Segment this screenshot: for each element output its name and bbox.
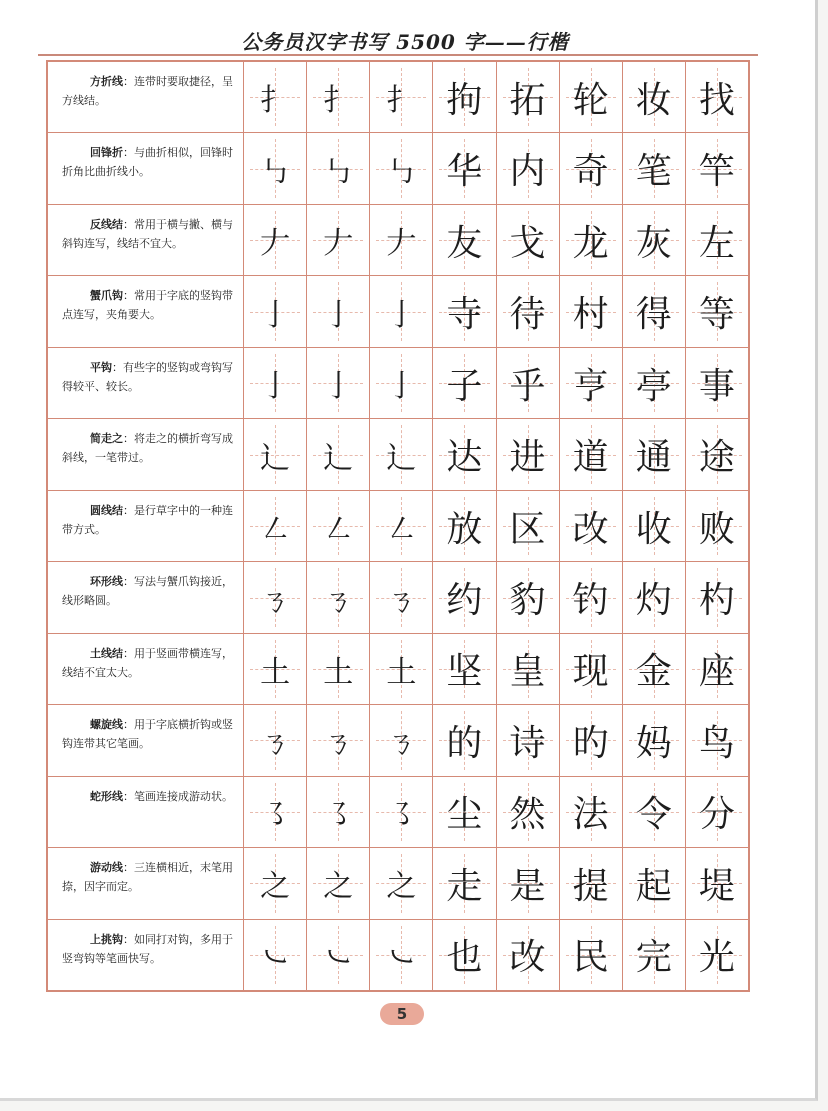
example-character: 光 [698, 937, 735, 979]
stroke-sample-cell [370, 920, 433, 990]
example-character: 亨 [572, 365, 609, 407]
character-cell [623, 562, 686, 632]
stroke-sample-cell [370, 634, 433, 704]
stroke-sample: ㇃ [260, 940, 291, 976]
example-character: 亭 [635, 365, 672, 407]
stroke-sample: 土 [260, 654, 291, 690]
character-cell [686, 705, 748, 775]
stroke-sample-cell [244, 276, 307, 346]
page-number-badge: 5 [380, 1003, 424, 1025]
stroke-sample: ㇌ [323, 797, 354, 833]
stroke-sample: ㇌ [260, 797, 291, 833]
stroke-sample-cell [307, 62, 370, 132]
character-cell [686, 848, 748, 918]
example-character: 旳 [572, 722, 609, 764]
example-character: 区 [509, 508, 546, 550]
stroke-sample: 土 [323, 654, 354, 690]
stroke-sample-cell [244, 705, 307, 775]
stroke-sample: ㇉ [260, 154, 291, 190]
character-cell [623, 634, 686, 704]
practice-row [48, 491, 748, 562]
character-cell [560, 920, 623, 990]
stroke-sample: ㇉ [323, 154, 354, 190]
character-cell [433, 205, 496, 275]
stroke-sample-cell [307, 777, 370, 847]
stroke-sample: 之 [386, 869, 417, 905]
stroke-sample: 亅 [323, 369, 354, 405]
character-cell [497, 419, 560, 489]
character-cell [433, 348, 496, 418]
stroke-name: 方折线 [90, 75, 123, 88]
example-character: 提 [572, 865, 609, 907]
stroke-explanation: ：用于竖画带横连写，线结不宜太大。 [62, 646, 233, 679]
character-cell [686, 205, 748, 275]
example-character: 诗 [509, 722, 546, 764]
example-character: 进 [509, 437, 546, 479]
example-character: 分 [698, 794, 735, 836]
character-cell [560, 562, 623, 632]
character-cell [623, 133, 686, 203]
stroke-name: 土线结 [90, 646, 123, 660]
character-cell [560, 419, 623, 489]
stroke-sample: ㄋ [323, 583, 354, 619]
practice-row [48, 419, 748, 490]
stroke-sample-cell [244, 419, 307, 489]
page-header: 公务员汉字书写 5500 字——行楷 [241, 30, 569, 54]
practice-row [48, 348, 748, 419]
character-cell [560, 62, 623, 132]
character-cell [497, 920, 560, 990]
stroke-sample-cell [370, 276, 433, 346]
example-character: 灰 [635, 222, 672, 264]
character-cell [497, 276, 560, 346]
character-cell [686, 133, 748, 203]
example-character: 金 [635, 651, 672, 693]
example-character: 得 [635, 294, 672, 336]
stroke-description [48, 705, 244, 775]
example-character: 法 [572, 794, 609, 836]
example-character: 竿 [698, 151, 735, 193]
example-character: 左 [698, 222, 735, 264]
stroke-sample-cell [244, 133, 307, 203]
example-character: 奇 [572, 151, 609, 193]
example-character: 灼 [635, 580, 672, 622]
example-character: 笔 [635, 151, 672, 193]
stroke-sample-cell [244, 777, 307, 847]
stroke-explanation: ：笔画连接成游动状。 [123, 789, 233, 803]
character-cell [623, 276, 686, 346]
character-cell [560, 205, 623, 275]
stroke-description [48, 848, 244, 918]
character-cell [686, 920, 748, 990]
stroke-sample: ㄋ [260, 583, 291, 619]
example-character: 改 [572, 508, 609, 550]
character-cell [560, 491, 623, 561]
stroke-sample-cell [370, 133, 433, 203]
example-character: 败 [698, 508, 735, 550]
character-cell [497, 634, 560, 704]
stroke-explanation: ：写法与蟹爪钩接近，线形略圆。 [62, 575, 233, 608]
stroke-sample-cell [244, 205, 307, 275]
example-character: 达 [446, 437, 483, 479]
example-character: 改 [509, 937, 546, 979]
example-character: 等 [698, 294, 735, 336]
character-cell [433, 276, 496, 346]
stroke-sample-cell [370, 62, 433, 132]
example-character: 杓 [698, 580, 735, 622]
stroke-explanation: ：有些字的竖钩或弯钩写得较平、较长。 [62, 360, 233, 393]
example-character: 豹 [509, 580, 546, 622]
example-character: 妆 [635, 79, 672, 121]
stroke-description [48, 419, 244, 489]
stroke-sample-cell [370, 419, 433, 489]
stroke-sample-cell [307, 205, 370, 275]
stroke-sample-cell [370, 705, 433, 775]
stroke-explanation: ：常用于字底的竖钩带点连写，夹角要大。 [62, 289, 233, 322]
stroke-sample: ㇃ [323, 940, 354, 976]
stroke-sample: 亅 [386, 297, 417, 333]
practice-row [48, 133, 748, 204]
character-cell [686, 276, 748, 346]
character-cell [686, 419, 748, 489]
character-cell [560, 276, 623, 346]
character-cell [433, 777, 496, 847]
character-cell [433, 62, 496, 132]
stroke-sample: ㄋ [386, 726, 417, 762]
stroke-description [48, 276, 244, 346]
character-cell [623, 705, 686, 775]
stroke-sample-cell [307, 276, 370, 346]
character-cell [497, 562, 560, 632]
example-character: 堤 [698, 865, 735, 907]
practice-row [48, 276, 748, 347]
example-character: 道 [572, 437, 609, 479]
example-character: 是 [509, 865, 546, 907]
stroke-sample-cell [307, 848, 370, 918]
character-cell [497, 848, 560, 918]
stroke-sample: 扌 [386, 83, 417, 119]
stroke-description [48, 634, 244, 704]
stroke-sample: 土 [386, 654, 417, 690]
stroke-sample: 扌 [323, 83, 354, 119]
character-cell [497, 491, 560, 561]
practice-row [48, 634, 748, 705]
character-cell [497, 348, 560, 418]
example-character: 民 [572, 937, 609, 979]
stroke-name: 蟹爪钩 [90, 289, 123, 303]
stroke-sample-cell [370, 777, 433, 847]
example-character: 座 [698, 651, 735, 693]
stroke-sample-cell [244, 491, 307, 561]
character-cell [433, 848, 496, 918]
example-character: 走 [446, 865, 483, 907]
example-character: 乎 [509, 365, 546, 407]
character-cell [433, 419, 496, 489]
stroke-explanation: ：将走之的横折弯写成斜线，一笔带过。 [62, 432, 233, 465]
stroke-sample: 辶 [386, 440, 417, 476]
stroke-explanation: ：连带时要取捷径，呈方线结。 [62, 75, 233, 107]
stroke-description [48, 133, 244, 203]
example-character: 子 [446, 365, 483, 407]
character-cell [433, 562, 496, 632]
stroke-sample: ㄋ [323, 726, 354, 762]
stroke-sample-cell [370, 491, 433, 561]
example-character: 皇 [509, 651, 546, 693]
character-cell [433, 491, 496, 561]
stroke-sample-cell [370, 348, 433, 418]
character-cell [686, 634, 748, 704]
character-cell [433, 634, 496, 704]
example-character: 完 [635, 937, 672, 979]
character-cell [497, 777, 560, 847]
practice-grid [46, 60, 750, 992]
stroke-sample-cell [244, 920, 307, 990]
character-cell [433, 920, 496, 990]
stroke-name: 螺旋线 [90, 718, 123, 732]
character-cell [686, 491, 748, 561]
stroke-sample-cell [307, 634, 370, 704]
example-character: 也 [446, 937, 483, 979]
practice-row [48, 848, 748, 919]
stroke-sample-cell [244, 634, 307, 704]
stroke-sample: ㄋ [386, 583, 417, 619]
practice-row [48, 705, 748, 776]
example-character: 事 [698, 365, 735, 407]
example-character: 坚 [446, 651, 483, 693]
example-character: 寺 [446, 294, 483, 336]
stroke-sample: 亅 [260, 297, 291, 333]
example-character: 现 [572, 651, 609, 693]
stroke-sample: 之 [323, 869, 354, 905]
stroke-sample: 之 [260, 869, 291, 905]
example-character: 戈 [509, 222, 546, 264]
character-cell [560, 634, 623, 704]
stroke-sample: 𠂇 [260, 226, 291, 262]
example-character: 令 [635, 794, 672, 836]
header-divider [38, 54, 758, 56]
practice-row [48, 62, 748, 133]
stroke-sample-cell [307, 705, 370, 775]
stroke-description [48, 205, 244, 275]
example-character: 通 [635, 437, 672, 479]
example-character: 待 [509, 294, 546, 336]
stroke-sample-cell [307, 133, 370, 203]
character-cell [560, 348, 623, 418]
stroke-description [48, 920, 244, 990]
example-character: 妈 [635, 722, 672, 764]
example-character: 的 [446, 722, 483, 764]
stroke-description [48, 562, 244, 632]
character-cell [623, 419, 686, 489]
example-character: 途 [698, 437, 735, 479]
stroke-name: 环形线 [90, 575, 123, 589]
stroke-description [48, 491, 244, 561]
example-character: 尘 [446, 794, 483, 836]
stroke-name: 反线结 [90, 217, 123, 231]
stroke-sample-cell [307, 562, 370, 632]
stroke-name: 回锋折 [90, 146, 123, 160]
example-character: 内 [509, 151, 546, 193]
character-cell [686, 348, 748, 418]
character-cell [560, 133, 623, 203]
character-cell [623, 491, 686, 561]
stroke-description [48, 62, 244, 132]
stroke-sample: 𠂇 [323, 226, 354, 262]
example-character: 起 [635, 865, 672, 907]
stroke-name: 游动线 [90, 861, 123, 875]
example-character: 鸟 [698, 722, 735, 764]
example-character: 约 [446, 580, 483, 622]
stroke-sample: 亅 [323, 297, 354, 333]
stroke-sample-cell [244, 562, 307, 632]
character-cell [686, 562, 748, 632]
stroke-sample: 扌 [260, 83, 291, 119]
stroke-sample-cell [370, 848, 433, 918]
stroke-sample: ㇌ [386, 797, 417, 833]
stroke-sample-cell [307, 419, 370, 489]
character-cell [623, 848, 686, 918]
stroke-sample: 𠂇 [386, 226, 417, 262]
stroke-explanation: ：是行草字中的一种连带方式。 [62, 503, 233, 536]
stroke-sample-cell [307, 920, 370, 990]
stroke-sample-cell [307, 491, 370, 561]
character-cell [497, 62, 560, 132]
stroke-sample-cell [244, 848, 307, 918]
character-cell [623, 348, 686, 418]
stroke-name: 简走之 [90, 432, 123, 446]
stroke-sample: ㇉ [386, 154, 417, 190]
example-character: 友 [446, 222, 483, 264]
stroke-description [48, 777, 244, 847]
stroke-sample-cell [244, 348, 307, 418]
example-character: 找 [698, 79, 735, 121]
stroke-sample: 辶 [323, 440, 354, 476]
character-cell [497, 705, 560, 775]
stroke-name: 上挑钩 [90, 932, 123, 946]
character-cell [686, 777, 748, 847]
example-character: 轮 [572, 79, 609, 121]
stroke-sample: 亅 [386, 369, 417, 405]
stroke-explanation: ：用于字底横折钩或竖钩连带其它笔画。 [62, 718, 233, 751]
stroke-sample: ㇜ [386, 512, 417, 548]
stroke-sample-cell [244, 62, 307, 132]
stroke-sample-cell [307, 348, 370, 418]
stroke-name: 圆线结 [90, 503, 123, 517]
example-character: 然 [509, 794, 546, 836]
stroke-sample: ㇜ [323, 512, 354, 548]
stroke-sample-cell [370, 562, 433, 632]
stroke-sample: 辶 [260, 440, 291, 476]
character-cell [433, 133, 496, 203]
example-character: 拓 [509, 79, 546, 121]
character-cell [433, 705, 496, 775]
stroke-explanation: ：与曲折相似，回锋时折角比曲折线小。 [62, 146, 233, 179]
stroke-description [48, 348, 244, 418]
stroke-name: 平钩 [90, 360, 112, 374]
stroke-sample-cell [370, 205, 433, 275]
example-character: 放 [446, 508, 483, 550]
stroke-explanation: ：三连横相近，末笔用捺，因字而定。 [62, 861, 233, 894]
practice-row [48, 562, 748, 633]
practice-row [48, 777, 748, 848]
stroke-sample: ㇜ [260, 512, 291, 548]
character-cell [497, 133, 560, 203]
example-character: 钓 [572, 580, 609, 622]
example-character: 华 [446, 151, 483, 193]
example-character: 拘 [446, 79, 483, 121]
practice-row [48, 920, 748, 990]
example-character: 收 [635, 508, 672, 550]
character-cell [623, 62, 686, 132]
stroke-name: 蛇形线 [90, 789, 123, 803]
character-cell [497, 205, 560, 275]
character-cell [623, 920, 686, 990]
character-cell [686, 62, 748, 132]
practice-row [48, 205, 748, 276]
character-cell [623, 777, 686, 847]
stroke-sample: ㇃ [386, 940, 417, 976]
character-cell [623, 205, 686, 275]
character-cell [560, 848, 623, 918]
character-cell [560, 777, 623, 847]
stroke-explanation: ：如同打对钩，多用于竖弯钩等笔画快写。 [62, 932, 233, 965]
character-cell [560, 705, 623, 775]
stroke-explanation: ：常用于横与撇、横与斜钩连写，线结不宜大。 [62, 217, 233, 250]
example-character: 村 [572, 294, 609, 336]
example-character: 龙 [572, 222, 609, 264]
stroke-sample: ㄋ [260, 726, 291, 762]
stroke-sample: 亅 [260, 369, 291, 405]
